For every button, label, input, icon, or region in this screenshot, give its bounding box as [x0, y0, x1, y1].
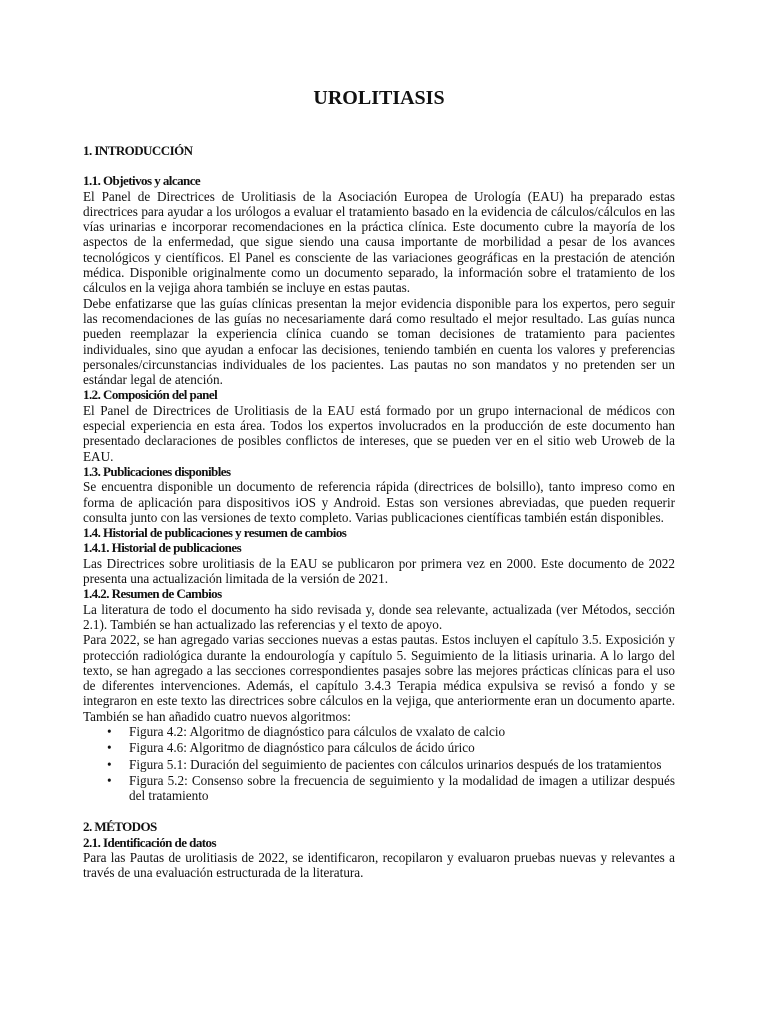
paragraph-identificacion: Para las Pautas de urolitiasis de 2022, se identificaron, recopilaron y evaluaron pruebas nuevas y relevantes a través de una evaluación estructurada de la literatura. — [83, 850, 675, 881]
algorithm-list — [83, 724, 675, 803]
subsection-heading-identificacion: 2.1. Identificación de datos — [83, 834, 217, 850]
bullet-icon: • — [107, 756, 112, 772]
subsection-heading-objetivos: 1.1. Objetivos y alcance — [83, 173, 201, 189]
subsection-heading-publicaciones: 1.3. Publicaciones disponibles — [83, 463, 231, 479]
section-spacer — [83, 804, 675, 819]
paragraph-publicaciones: Se encuentra disponible un documento de referencia rápida (directrices de bolsillo), tanto impreso como en forma de aplicación para dispositivos iOS y Android. Estas son versiones abreviadas, que pueden requerir consulta junto con las versiones de texto completo. Varias publicaciones científicas también están disponibles. — [83, 479, 675, 525]
list-item-text: Figura 5.2: Consenso sobre la frecuencia de seguimiento y la modalidad de imagen a utilizar después del tratamiento — [129, 772, 675, 804]
bullet-icon: • — [107, 723, 112, 739]
section-heading-metodos: 2. MÉTODOS — [83, 819, 157, 835]
list-item-text: Figura 5.1: Duración del seguimiento de pacientes con cálculos urinarios después de los tratamientos — [129, 756, 662, 772]
bullet-icon: • — [107, 740, 112, 756]
paragraph-resumen-2: Para 2022, se han agregado varias secciones nuevas a estas pautas. Estos incluyen el capítulo 3.5. Exposición y protección radiológica durante la endourología y capítulo 5. Seguimiento de la litiasis urinaria. A lo largo del texto, se han agregado a las secciones correspondientes pasajes sobre las mejores prácticas clínicas para el uso de diferentes intervenciones. Además, el capítulo 3.4.3 Terapia médica expulsiva se revisó a fondo y se integraron en este texto las directrices sobre cálculos en la vejiga, que anteriormente eran un documento aparte. También se han añadido cuatro nuevos algoritmos: — [83, 632, 675, 724]
document-title: UROLITIASIS — [313, 87, 445, 109]
paragraph-resumen-1: La literatura de todo el documento ha sido revisada y, donde sea relevante, actualizada (ver Métodos, sección 2.1). También se han actualizado las referencias y el texto de apoyo. — [83, 601, 675, 632]
bullet-icon: • — [107, 772, 112, 788]
section-heading-introduccion: 1. INTRODUCCIÓN — [83, 143, 193, 158]
subsection-heading-composicion: 1.2. Composición del panel — [83, 387, 218, 403]
list-item — [107, 723, 675, 739]
subsection-heading-historial-resumen: 1.4. Historial de publicaciones y resumen de cambios — [83, 525, 347, 541]
paragraph-historial: Las Directrices sobre urolitiasis de la EAU se publicaron por primera vez en 2000. Este documento de 2022 presenta una actualización limitada de la versión de 2021. — [83, 555, 675, 587]
subsection-heading-historial: 1.4.1. Historial de publicaciones — [83, 540, 242, 556]
document-page — [83, 86, 675, 881]
subsection-heading-resumen-cambios: 1.4.2. Resumen de Cambios — [83, 586, 222, 602]
paragraph-objetivos-2: Debe enfatizarse que las guías clínicas presentan la mejor evidencia disponible para los expertos, pero seguir las recomendaciones de las guías no necesariamente dará como resultado el mejor resultado. Las guías nunca pueden reemplazar la experiencia clínica cuando se toman decisiones de tratamiento para pacientes individuales, sino que ayudan a enfocar las decisiones, teniendo también en cuenta los valores y preferencias personales/circunstancias individuales de los pacientes. Las pautas no son mandatos y no pretenden ser un estándar legal de atención. — [83, 295, 675, 388]
list-item — [107, 756, 675, 772]
list-item — [107, 772, 675, 804]
paragraph-composicion: El Panel de Directrices de Urolitiasis de la EAU está formado por un grupo internacional de médicos con especial experiencia en esta área. Todos los expertos involucrados en la producción de este documento han presentado declaraciones de posibles conflictos de intereses, que se pueden ver en el sitio web Uroweb de la EAU. — [83, 402, 675, 464]
list-item-text: Figura 4.6: Algoritmo de diagnóstico para cálculos de ácido úrico — [129, 740, 475, 756]
list-item — [107, 740, 675, 756]
paragraph-objetivos-1: El Panel de Directrices de Urolitiasis de la Asociación Europea de Urología (EAU) ha preparado estas directrices para ayudar a los urólogos a evaluar el tratamiento basado en la evidencia de cálculos/cálculos en las vías urinarias e incorporar recomendaciones en la práctica clínica. Este documento cubre la mayoría de los aspectos de la enfermedad, que sigue siendo una causa importante de morbilidad a pesar de los avances tecnológicos y científicos. El Panel es consciente de las variaciones geográficas en la prestación de atención médica. Disponible originalmente como un documento separado, la información sobre el tratamiento de los cálculos en la vejiga ahora también se incluye en estas pautas. — [83, 188, 675, 296]
list-item-text: Figura 4.2: Algoritmo de diagnóstico para cálculos de vxalato de calcio — [129, 723, 506, 739]
